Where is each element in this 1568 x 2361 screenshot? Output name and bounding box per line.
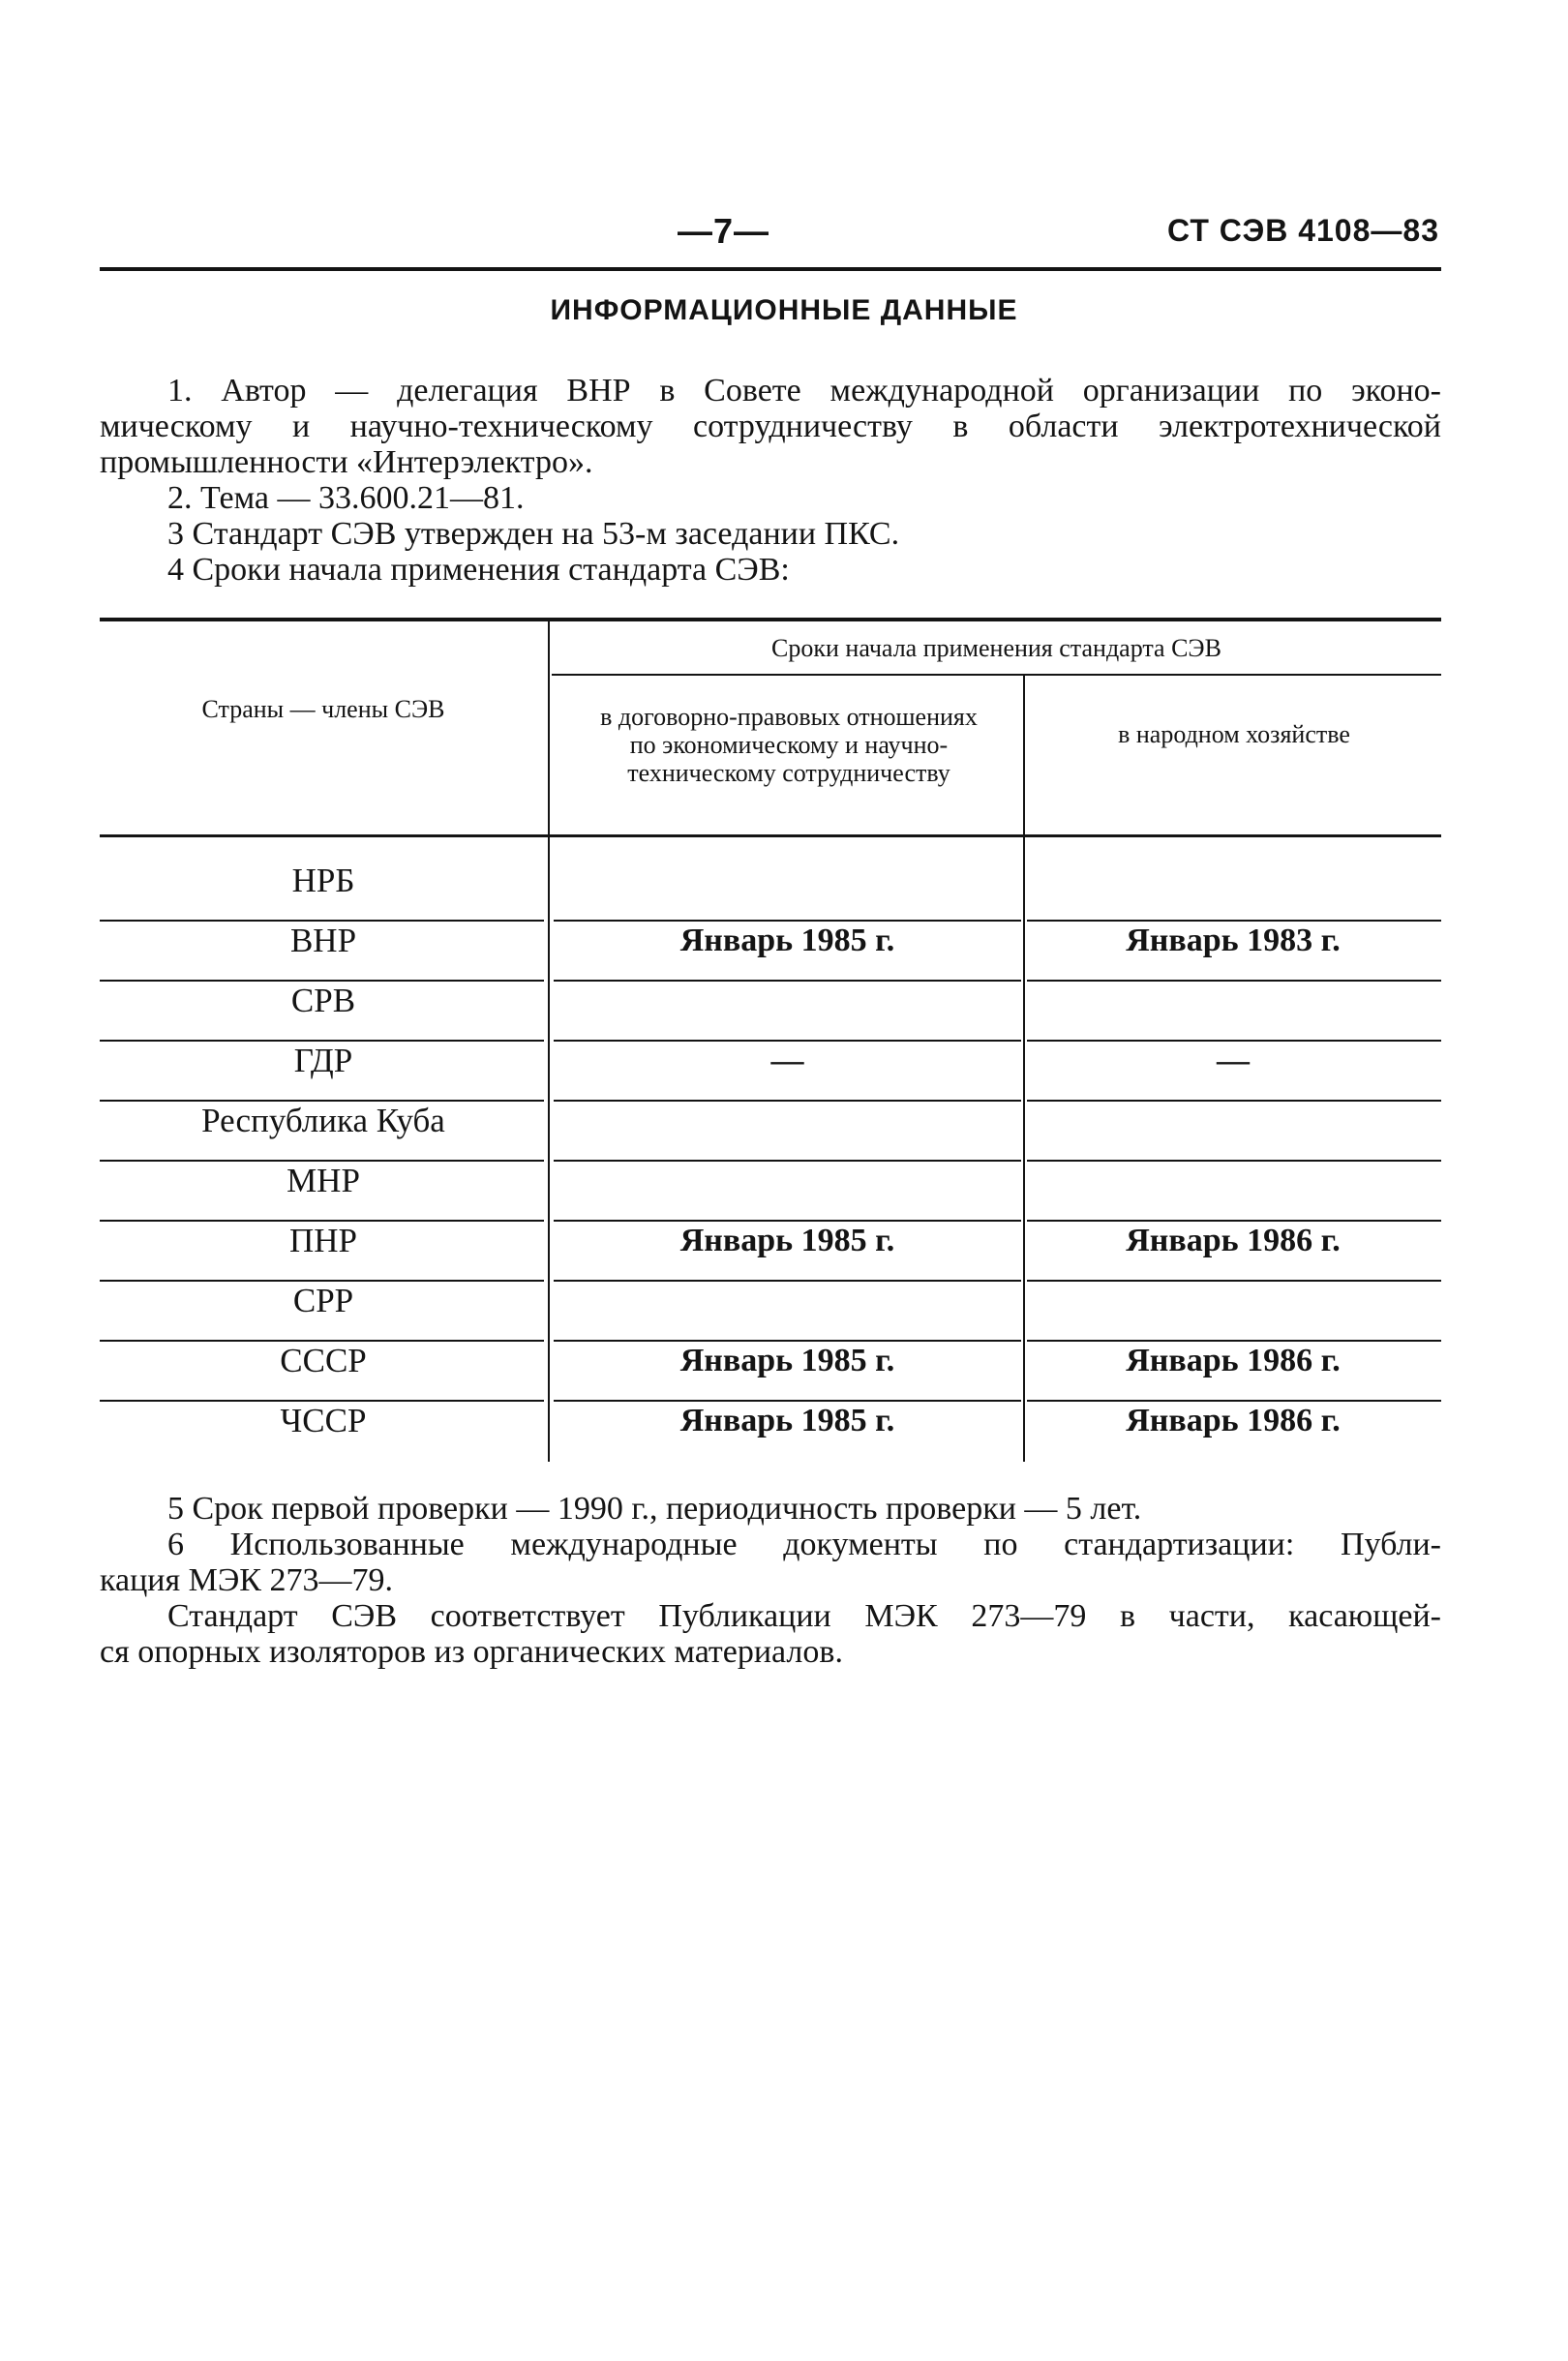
row-separator [1027, 1160, 1441, 1162]
item-1-line-2: мическому и научно-техническому сотрудничеству в области электротехнической [100, 409, 1441, 444]
row-separator [554, 1340, 1021, 1342]
cell-contract: Январь 1985 г. [679, 923, 895, 958]
row-separator [100, 1280, 544, 1282]
compliance-line-1: Стандарт СЭВ соответствует Публикации МЭК 273—79 в части, касающей- [167, 1598, 1441, 1634]
row-separator [100, 920, 544, 922]
row-separator [1027, 1040, 1441, 1042]
cell-country: ПНР [288, 1222, 358, 1259]
group-header-rule [552, 674, 1441, 676]
row-separator [100, 1100, 544, 1102]
cell-contract: — [770, 1043, 804, 1078]
cell-country: СССР [280, 1342, 367, 1379]
row-separator [1027, 1400, 1441, 1402]
cell-economy: Январь 1986 г. [1126, 1403, 1341, 1438]
cell-economy: Январь 1986 г. [1126, 1343, 1341, 1378]
cell-country: ГДР [293, 1042, 353, 1079]
row-separator [100, 1040, 544, 1042]
col-header-economy: в народном хозяйстве [1118, 720, 1350, 748]
row-separator [554, 920, 1021, 922]
table-top-rule [100, 618, 1441, 621]
row-separator [1027, 1100, 1441, 1102]
cell-economy: Январь 1983 г. [1126, 923, 1341, 958]
row-separator [100, 980, 544, 982]
row-separator [100, 1400, 544, 1402]
item-6-line-2: кация МЭК 273—79. [100, 1562, 393, 1598]
col-header-group: Сроки начала применения стандарта СЭВ [771, 634, 1221, 662]
cell-country: ВНР [289, 922, 357, 959]
row-separator [554, 1400, 1021, 1402]
compliance-line-2: ся опорных изоляторов из органических материалов. [100, 1634, 843, 1670]
cell-country: Республика Куба [201, 1102, 445, 1139]
cell-contract: Январь 1985 г. [679, 1343, 895, 1378]
page-title: ИНФОРМАЦИОННЫЕ ДАННЫЕ [550, 294, 1018, 326]
cell-country: СРР [292, 1282, 354, 1319]
col-header-contract: в договорно-правовых отношениях по экономическому и научно-техническому сотрудничеству [600, 703, 978, 787]
row-separator [100, 1160, 544, 1162]
row-separator [1027, 1340, 1441, 1342]
row-separator [1027, 1220, 1441, 1222]
cell-country: СРВ [290, 982, 356, 1019]
cell-country: ЧССР [280, 1402, 367, 1439]
row-separator [1027, 980, 1441, 982]
cell-contract: Январь 1985 г. [679, 1403, 895, 1438]
cell-country: МНР [286, 1162, 360, 1199]
row-separator [554, 1160, 1021, 1162]
row-separator [554, 1220, 1021, 1222]
header-bottom-rule [100, 834, 1441, 837]
item-3: 3 Стандарт СЭВ утвержден на 53-м заседании ПКС. [167, 516, 900, 552]
header-rule [100, 267, 1441, 271]
item-6-line-1: 6 Использованные международные документы по стандартизации: Публи- [167, 1527, 1441, 1562]
col-header-country: Страны — члены СЭВ [201, 695, 445, 723]
row-separator [1027, 1280, 1441, 1282]
table-vline-1 [548, 621, 550, 1462]
item-1-line-1: 1. Автор — делегация ВНР в Совете международной организации по эконо- [167, 373, 1441, 409]
row-separator [554, 980, 1021, 982]
item-2: 2. Тема — 33.600.21—81. [167, 480, 525, 516]
row-separator [554, 1040, 1021, 1042]
cell-economy: Январь 1986 г. [1126, 1223, 1341, 1258]
row-separator [554, 1100, 1021, 1102]
item-4: 4 Сроки начала применения стандарта СЭВ: [167, 552, 790, 588]
item-1-line-3: промышленности «Интерэлектро». [100, 444, 593, 480]
cell-economy: — [1217, 1043, 1250, 1078]
row-separator [1027, 920, 1441, 922]
page-number: —7— [678, 211, 770, 251]
cell-country: НРБ [291, 862, 355, 899]
row-separator [100, 1220, 544, 1222]
item-5: 5 Срок первой проверки — 1990 г., периодичность проверки — 5 лет. [167, 1491, 1142, 1527]
row-separator [100, 1340, 544, 1342]
row-separator [554, 1280, 1021, 1282]
cell-contract: Январь 1985 г. [679, 1223, 895, 1258]
standard-designation: СТ СЭВ 4108—83 [1167, 213, 1439, 248]
